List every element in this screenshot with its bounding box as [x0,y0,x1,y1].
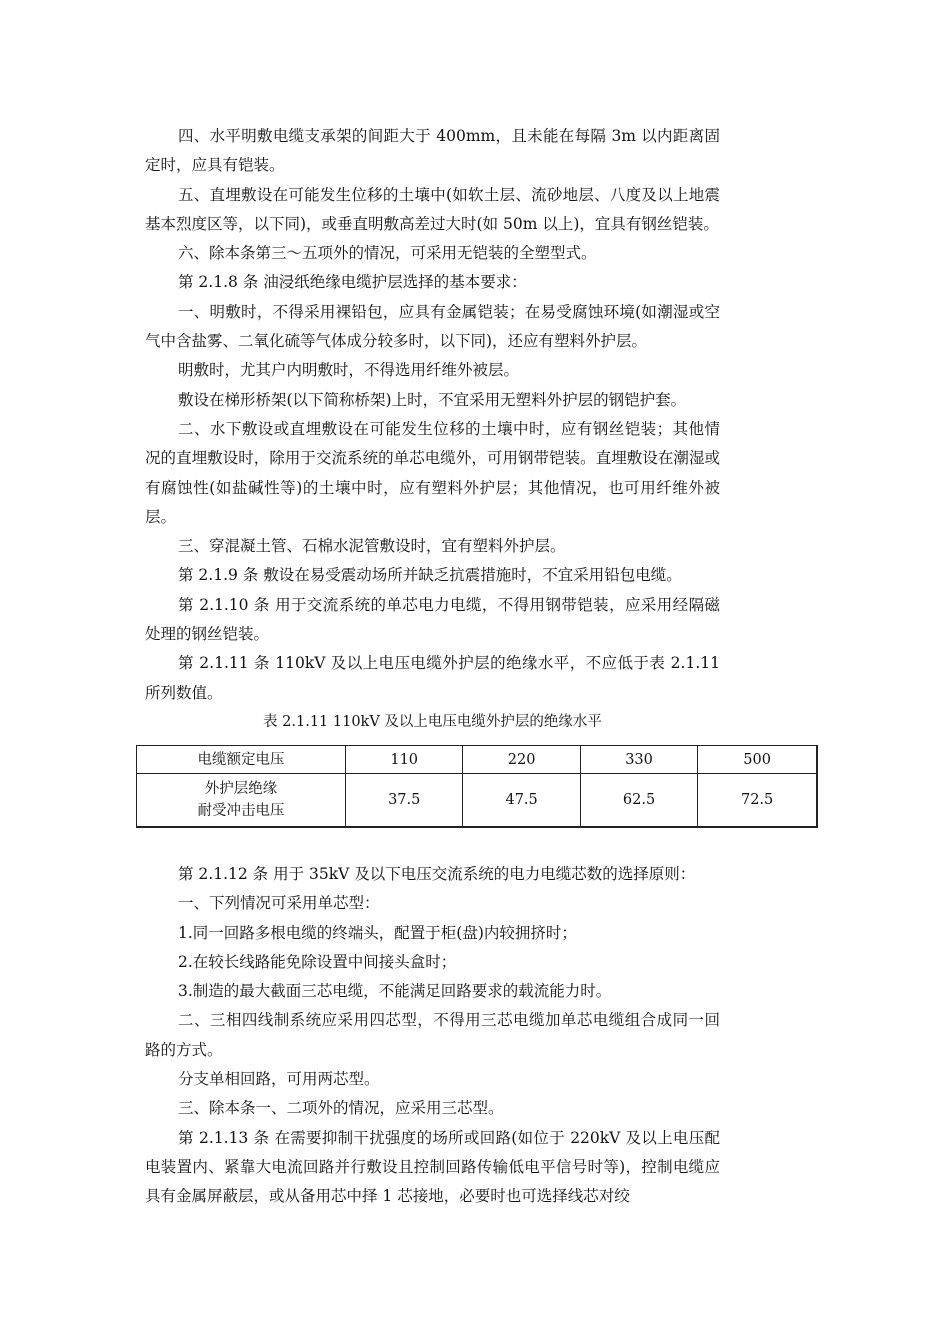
clause-heading: 第 2.1.11 条 110kV 及以上电压电缆外护层的绝缘水平，不应低于表 2.1.11 所列数值。 [145,654,720,702]
text-block-bottom [145,860,720,1212]
paragraph: 二、水下敷设或直埋敷设在可能发生位移的土壤中时，应有钢丝铠装；其他情况的直埋敷设时，除用于交流系统的单芯电缆外，可用钢带铠装。直埋敷设在潮湿或有腐蚀性(如盐碱性等)的土壤中时，应有塑料外护层；其他情况，也可用纤维外被层。 [145,419,720,526]
paragraph: 四、水平明敷电缆支承架的间距大于 400mm，且未能在每隔 3m 以内距离固定时，应具有铠装。 [145,127,720,175]
list-item: 2.在较长线路能免除设置中间接头盒时； [178,952,457,971]
clause-heading: 第 2.1.9 条 敷设在易受震动场所并缺乏抗震措施时，不宜采用铅包电缆。 [178,566,682,585]
table-cell-voltage: 110 [346,746,463,774]
row-label-line2: 耐受冲击电压 [197,803,285,819]
table-cell-value: 72.5 [698,774,817,828]
table-cell-voltage: 330 [580,746,697,774]
paragraph: 一、下列情况可采用单芯型： [178,894,380,913]
table-cell-voltage: 500 [698,746,817,774]
list-item: 3.制造的最大截面三芯电缆，不能满足回路要求的载流能力时。 [178,982,612,1001]
table-row [137,774,818,828]
paragraph: 一、明敷时，不得采用裸铅包，应具有金属铠装；在易受腐蚀环境(如潮湿或空气中含盐雾、二氧化硫等气体成分较多时，以下同)，还应有塑料外护层。 [145,302,720,351]
insulation-level-table [136,745,818,828]
paragraph: 三、除本条一、二项外的情况，应采用三芯型。 [178,1099,504,1118]
paragraph: 五、直埋敷设在可能发生位移的土壤中(如软土层、流砂地层、八度及以上地震基本烈度区等，以下同)，或垂直明敷高差过大时(如 50m 以上)，宜具有钢丝铠装。 [145,185,720,233]
paragraph: 敷设在梯形桥架(以下简称桥架)上时，不宜采用无塑料外护层的钢铠护套。 [178,390,687,409]
table-caption: 表 2.1.11 110kV 及以上电压电缆外护层的绝缘水平 [263,713,602,730]
clause-heading: 第 2.1.8 条 油浸纸绝缘电缆护层选择的基本要求： [178,273,527,292]
paragraph: 明敷时，尤其户内明敷时，不得选用纤维外被层。 [178,361,520,380]
paragraph: 三、穿混凝土管、石棉水泥管敷设时，宜有塑料外护层。 [178,537,566,556]
table-row-label [137,774,346,828]
paragraph: 分支单相回路，可用两芯型。 [178,1070,380,1089]
table-row [137,746,818,774]
list-item: 1.同一回路多根电缆的终端头，配置于柜(盘)内较拥挤时； [178,923,577,942]
clause-heading: 第 2.1.12 条 用于 35kV 及以下电压交流系统的电力电缆芯数的选择原则： [178,865,696,883]
paragraph: 二、三相四线制系统应采用四芯型，不得用三芯电缆加单芯电缆组合成同一回路的方式。 [145,1011,720,1059]
table-header-label: 电缆额定电压 [137,746,346,774]
text-block-top [145,122,720,732]
table-cell-value: 47.5 [463,774,580,828]
clause-heading: 第 2.1.10 条 用于交流系统的单芯电力电缆，不得用钢带铠装，应采用经隔磁处理的钢丝铠装。 [145,595,720,644]
paragraph: 六、除本条第三～五项外的情况，可采用无铠装的全塑型式。 [178,244,597,263]
table-cell-value: 62.5 [580,774,697,828]
table-cell-voltage: 220 [463,746,580,774]
table-cell-value: 37.5 [346,774,463,828]
row-label-line1: 外护层绝缘 [204,781,278,797]
clause-heading: 第 2.1.13 条 在需要抑制干扰强度的场所或回路(如位于 220kV 及以上电压配电装置内、紧靠大电流回路并行敷设且控制回路传输低电平信号时等)，控制电缆应具有金属屏蔽层，或从备用芯中择 1 芯接地，必要时也可选择线芯对绞 [145,1128,720,1206]
